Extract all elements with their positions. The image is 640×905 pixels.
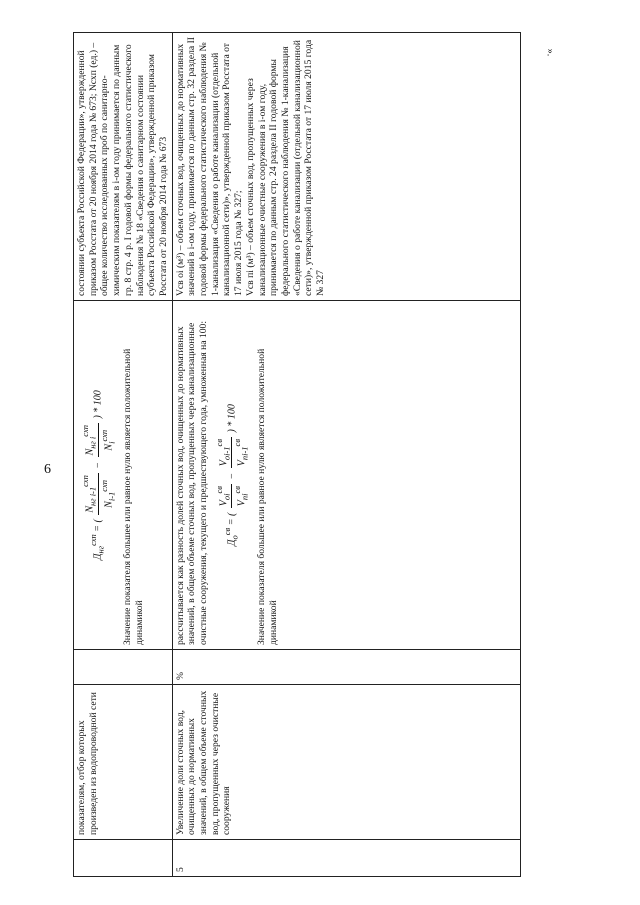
indicator-table (73, 32, 521, 877)
cell-unit (74, 650, 173, 685)
dynamics-note: Значение показателя большее или равное нулю является положительной динамикой (256, 348, 279, 645)
rotated-table-container (73, 32, 521, 877)
indicator-name-text: Увеличение доли сточных вод, очищенных до нормативных значений, в общем объеме сточных вод, пропущенных через очистные сооружения (174, 690, 233, 835)
method-text: рассчитывается как разность долей сточных вод, очищенных до нормативных значений, в общем объеме сточных вод, пропущенных через канализационные очистные сооружения, текущего и предшествующего года, умноженная на 100: (174, 321, 210, 645)
cell-indicator-name (172, 685, 520, 840)
source-text-2: Vсв пi (м³) – объем сточных вод, пропущенных через канализационные очистные сооружения в i-ом году, принимается по данным стр. 24 раздела II годовой формы федерального статистического наблюдения № 1-канализация «Сведения о работе канализации (отдельной канализационной сети)», утвержденной приказом Росстата от 17 июля 2015 года № 327 (244, 39, 327, 296)
formula-wastewater: $Д_о^{св}$ = ( $V_{оi}^{св}$ $V_{пi}^{св}$ − $V_{оi-1}^{св}$ $V_{пi-1}^{св}$ ) * 100 (213, 404, 250, 546)
source-text: состоянии субъекта Российской Федерации», утвержденной приказом Росстата от 20 ноября 2014 года № 673; Nсхп (ед.) – общее количество исследованных проб по санитарно-химическим показателям в i-ом году принимается по данным гр. 8 стр. 4 р. I годовой формы федерального статистического наблюдения № 18 «Сведения о санитарном состоянии субъекта Российской Федерации», утвержденной приказом Росстата от 20 ноября 2014 года № 673 (76, 42, 169, 296)
cell-source (74, 33, 173, 301)
formula-hygiene: $Д_{нг}^{схп}$ = ( $N_{нг i-1}^{схп}$ $N_{i-1}^{схп}$ − $N_{нг i}^{схп}$ $N_i^{схп}$ ) * 100 (80, 390, 117, 560)
row-number-text: 5 (174, 867, 186, 872)
cell-row-number (74, 840, 173, 877)
dynamics-note: Значение показателя большее или равное нулю является положительной динамикой (122, 348, 146, 645)
cell-method (172, 301, 520, 650)
source-text-1: Vсв оi (м³) – объем сточных вод, очищенных до нормативных значений в i-ом году, принимается по данным стр. 32 раздела II годовой формы федерального статистического наблюдения № 1-канализация «Сведения о работе канализации (отдельной канализационной сети)», утвержденной приказом Росстата от 17 июля 2015 года № 327; (174, 37, 245, 296)
table-row-indicator-5 (172, 33, 520, 877)
unit-text: % (174, 672, 186, 680)
cell-indicator-name (74, 685, 173, 840)
indicator-name-text: показателям, отбор которых произведен из водопроводной сети (76, 692, 99, 835)
cell-unit (172, 650, 520, 685)
cell-source (172, 33, 520, 301)
cell-method (74, 301, 173, 650)
corner-mark: ». (544, 48, 556, 57)
table-row-continuation (74, 33, 173, 877)
cell-row-number (172, 840, 520, 877)
page-number: 6 (44, 462, 51, 477)
